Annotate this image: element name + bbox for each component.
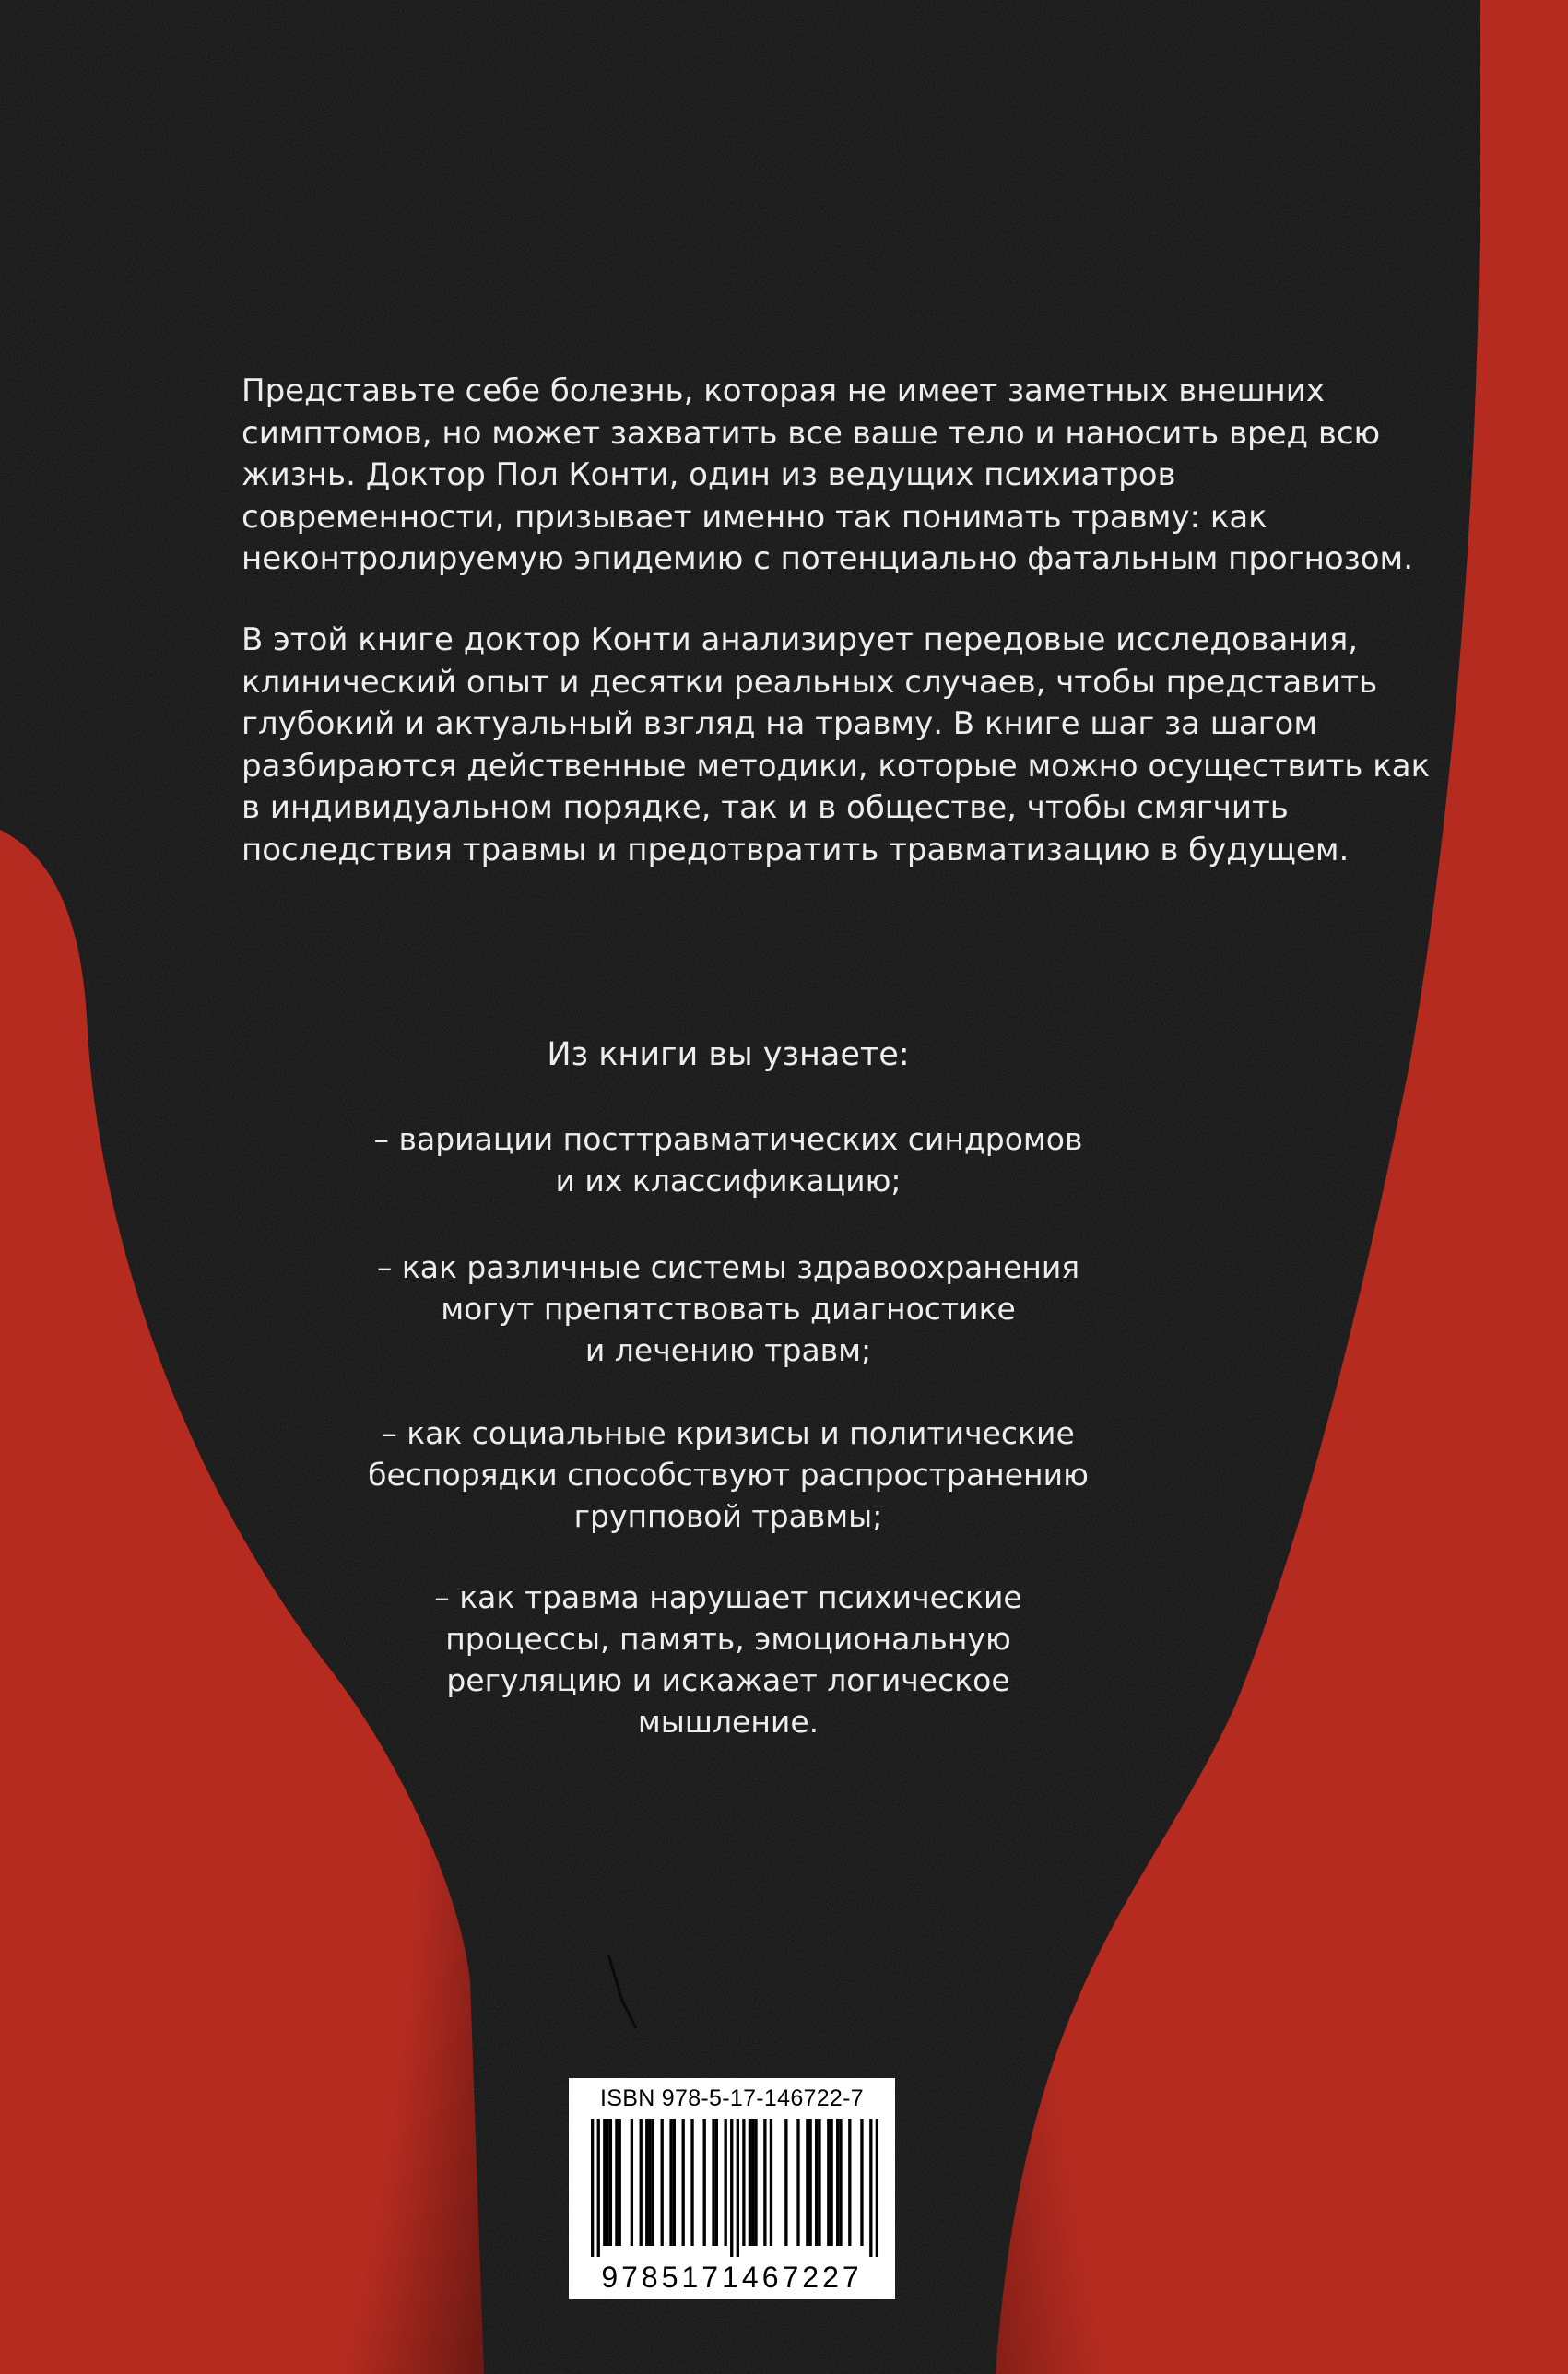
barcode-bar: [830, 2119, 832, 2246]
learn-item-3: [350, 1412, 1106, 1537]
learn-item-line: и их классификацию;: [555, 1163, 902, 1199]
description-paragraph-1-line: симптомов, но может захватить все ваше тело и наносить вред всю: [242, 414, 1381, 452]
description-paragraph-2-line: клинический опыт и десятки реальных случаев, чтобы представить: [242, 663, 1378, 701]
description-paragraph-1-line: Представьте себе болезнь, которая не имеет заметных внешних: [242, 372, 1326, 409]
barcode-bar: [730, 2119, 733, 2257]
description-paragraph-1-line: жизнь. Доктор Пол Конти, один из ведущих психиатров: [242, 456, 1176, 493]
learn-item-line: – как различные системы здравоохранения: [376, 1249, 1080, 1285]
barcode-bar: [770, 2119, 772, 2246]
description-paragraph-2-line: глубокий и актуальный взгляд на травму. В книге шаг за шагом: [242, 705, 1317, 742]
learn-item-line: процессы, память, эмоциональную: [445, 1621, 1011, 1657]
barcode-bar: [619, 2119, 621, 2246]
description-paragraph-1-line: современности, призывает именно так понимать травму: как: [242, 498, 1267, 536]
barcode-bar: [669, 2119, 672, 2246]
barcode-bar: [631, 2119, 633, 2246]
description-paragraph-2-line: в индивидуальном порядке, так и в обществе, чтобы смягчить: [242, 789, 1289, 826]
learn-item-line: – как социальные кризисы и политические: [382, 1415, 1075, 1451]
barcode-bar: [749, 2119, 751, 2246]
barcode-bar: [703, 2119, 706, 2246]
barcode-bar: [606, 2119, 608, 2246]
learn-item-line: групповой травмы;: [573, 1498, 883, 1534]
barcode-bar: [806, 2119, 808, 2246]
barcode-bar: [725, 2119, 727, 2246]
learn-item-line: и лечению травм;: [584, 1332, 872, 1368]
barcode-bar: [603, 2119, 606, 2246]
learn-item-2: [350, 1246, 1106, 1371]
barcode-bar: [827, 2119, 830, 2246]
barcode-bars: [591, 2119, 878, 2257]
description-paragraph-2: [242, 620, 1431, 871]
barcode-bar: [839, 2119, 842, 2246]
barcode-bar: [742, 2119, 745, 2246]
description-paragraph-1-line: неконтролируемую эпидемию с потенциально фатальным прогнозом.: [242, 540, 1413, 577]
barcode-bar: [682, 2119, 685, 2246]
description-paragraph-1: [242, 371, 1413, 581]
barcode-bar: [715, 2119, 718, 2246]
barcode-bar: [876, 2119, 878, 2257]
learn-item-line: мышление.: [637, 1704, 819, 1740]
learn-item-line: – вариации посттравматических синдромов: [373, 1121, 1083, 1157]
barcode-bar: [640, 2119, 643, 2246]
barcode-bar: [597, 2119, 600, 2257]
barcode-bar: [609, 2119, 612, 2246]
barcode-bar: [712, 2119, 714, 2246]
learn-item-line: – как травма нарушает психические: [434, 1579, 1022, 1615]
learn-item-4: [350, 1577, 1106, 1742]
barcode-bar: [615, 2119, 618, 2246]
barcode-bar: [652, 2119, 654, 2246]
barcode-bar: [860, 2119, 863, 2246]
barcode-bar: [648, 2119, 651, 2246]
learn-item-1: [350, 1118, 1106, 1201]
isbn-barcode: [569, 2078, 895, 2299]
barcode-bar: [808, 2119, 811, 2246]
learn-item-line: могут препятствовать диагностике: [441, 1291, 1016, 1327]
barcode-bar: [673, 2119, 676, 2246]
learn-item-line: беспорядки способствуют распространению: [368, 1457, 1089, 1493]
barcode-bar: [661, 2119, 664, 2246]
barcode-bar: [815, 2119, 818, 2246]
barcode-bar: [645, 2119, 648, 2246]
barcode-bar: [763, 2119, 766, 2246]
barcode-bar: [869, 2119, 872, 2257]
barcode-bar: [737, 2119, 739, 2257]
isbn-label: ISBN 978-5-17-146722-7: [600, 2085, 864, 2111]
barcode-bar: [754, 2119, 757, 2246]
description-paragraph-2-line: В этой книге доктор Конти анализирует передовые исследования,: [242, 621, 1359, 658]
barcode-bar: [836, 2119, 839, 2246]
barcode-bar: [690, 2119, 693, 2246]
barcode-bar: [848, 2119, 851, 2246]
barcode-bar: [784, 2119, 787, 2246]
barcode-bar: [796, 2119, 799, 2246]
barcode-bar: [751, 2119, 754, 2246]
barcode-bar: [591, 2119, 594, 2257]
description-paragraph-2-line: последствия травмы и предотвратить травматизацию в будущем.: [242, 831, 1350, 868]
learn-item-line: регуляцию и искажает логическое: [446, 1662, 1010, 1698]
barcode-bar: [818, 2119, 820, 2246]
learn-heading: Из книги вы узнаете:: [547, 1036, 910, 1073]
barcode-digits: 9785171467227: [601, 2261, 863, 2294]
description-paragraph-2-line: разбираются действенные методики, которые можно осуществить как: [242, 747, 1431, 785]
